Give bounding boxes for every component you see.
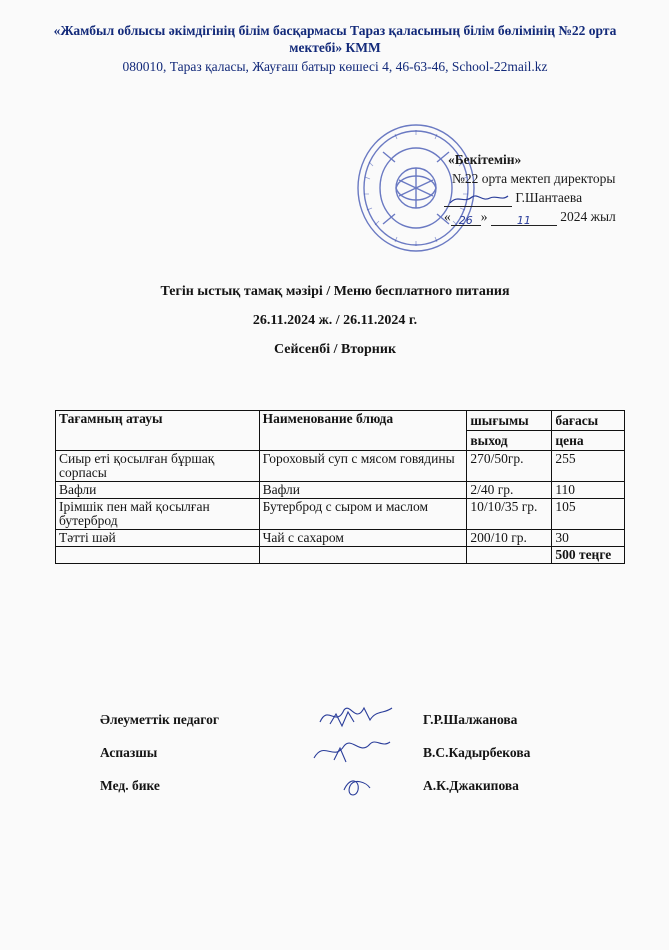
menu-weekday: Сейсенбі / Вторник [273,342,397,357]
signature-row [100,712,600,732]
dish-price: 105 [552,499,625,530]
dish-yield: 270/50гр. [467,451,552,482]
signature-role: Әлеуметтік педагог [100,712,219,727]
dish-yield: 2/40 гр. [467,482,552,499]
table-row [56,451,625,482]
header-name-ru: Наименование блюда [259,411,467,451]
header-price-ru: цена [552,430,624,450]
dish-price: 255 [552,451,625,482]
dish-yield: 10/10/35 гр. [467,499,552,530]
header-yield [467,411,552,451]
organization-address: 080010, Тараз қаласы, Жауғаш батыр көшесі 4, 46-63-46, School-22mail.kz [122,59,548,74]
signature-name: Г.Р.Шалжанова [423,712,518,727]
signature-row [100,745,600,765]
signature-name: А.К.Джакипова [423,778,519,793]
dish-name-kz: Ірімшік пен май қосылған бутерброд [56,499,260,530]
director-signature-line [444,192,512,207]
approval-day: 26 [451,211,481,226]
menu-heading [40,283,630,370]
dish-name-ru: Бутерброд с сыром и маслом [259,499,467,530]
table-row [56,530,625,547]
table-header-row [56,411,625,451]
table-row [56,499,625,530]
dish-name-ru: Вафли [259,482,467,499]
date-open-quote: « [444,209,451,224]
menu-total: 500 теңге [552,547,625,564]
signature-row [100,778,600,798]
approval-block [438,150,653,226]
menu-title: Тегін ыстық тамақ мәзірі / Меню бесплатного питания [160,284,510,299]
approval-title: «Бекітемін» [448,152,522,167]
signature-role: Мед. бике [100,778,160,793]
menu-table [55,410,625,564]
header-yield-kz: шығымы [470,413,529,428]
date-close-quote: » [480,209,488,224]
approval-position: №22 орта мектеп директоры [452,171,616,186]
table-row [56,482,625,499]
total-empty-cell [56,547,260,564]
dish-name-kz: Вафли [56,482,260,499]
signature-name: В.С.Кадырбекова [423,745,531,760]
dish-name-kz: Тәтті шәй [56,530,260,547]
dish-price: 110 [552,482,625,499]
table-total-row [56,547,625,564]
dish-yield: 200/10 гр. [467,530,552,547]
header-name-kz: Тағамның атауы [56,411,260,451]
director-signature-icon [444,192,512,206]
total-empty-cell [467,547,552,564]
approval-month: 11 [491,211,557,226]
header-yield-ru: выход [467,430,551,450]
header-price-kz: бағасы [555,413,599,428]
letterhead [40,22,630,76]
approval-director-line [438,188,653,207]
signature-role: Аспазшы [100,745,158,760]
dish-name-ru: Гороховый суп с мясом говядины [259,451,467,482]
menu-date: 26.11.2024 ж. / 26.11.2024 г. [252,313,418,328]
total-empty-cell [259,547,467,564]
dish-name-ru: Чай с сахаром [259,530,467,547]
approval-year: 2024 жыл [560,209,616,224]
director-name: Г.Шантаева [515,190,583,205]
header-price [552,411,625,451]
approval-date-line [438,207,653,226]
dish-name-kz: Сиыр еті қосылған бұршақ сорпасы [56,451,260,482]
organization-name: «Жамбыл облысы әкімдігінің білім басқармасы Тараз қаласының білім бөлімінің №22 орта мектебі» КММ [53,23,617,55]
dish-price: 30 [552,530,625,547]
